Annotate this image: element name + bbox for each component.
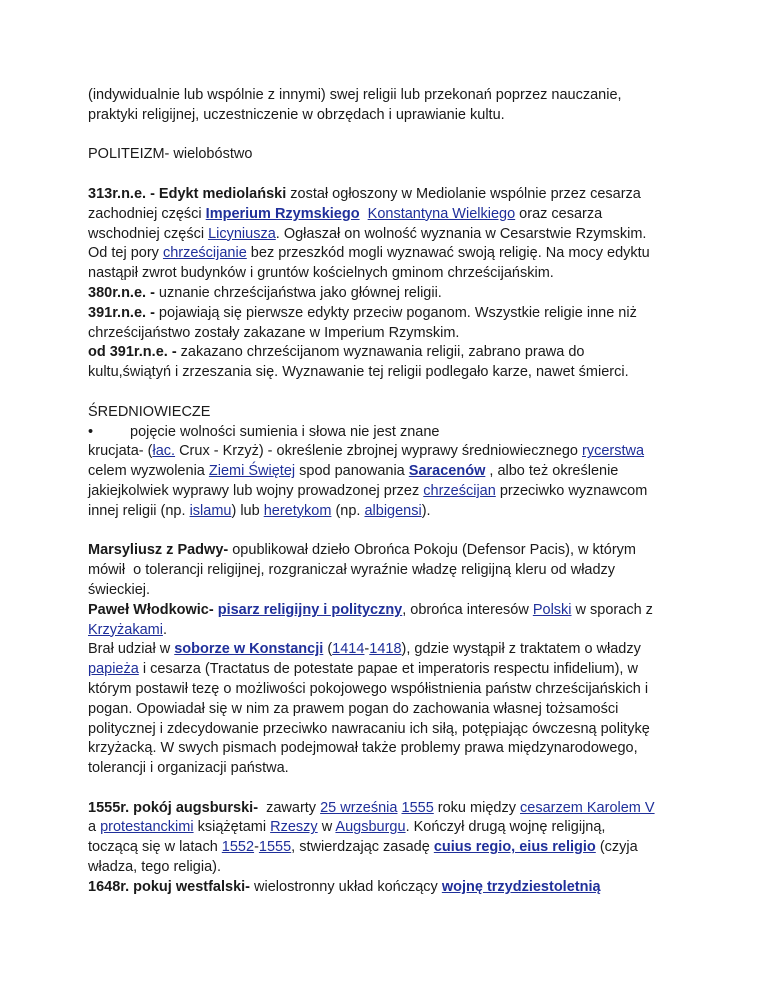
wlodkowic-line-7: politycznej i zdecydowanie przeciwko nawracaniu ich siłą, potępiając ówczesną politykę [88,720,650,737]
wojna-trzydziestoletnia-link[interactable]: wojnę trzydziestoletnią [441,878,601,895]
marsyliusz-line-1: Marsyliusz z Padwy- opublikował dzieło Obrońca Pokoju (Defensor Pacis), w którym [88,542,637,559]
lac-link[interactable]: łac. [152,443,176,460]
year-1418-link[interactable]: 1418 [369,641,402,658]
protestanckimi-link[interactable]: protestanckimi [100,819,194,836]
licyniusz-link[interactable]: Licyniusza [208,225,276,242]
edykt-title: 313r.n.e. - Edykt mediolański [88,185,287,202]
chrzescijan-link[interactable]: chrześcijan [423,482,496,499]
krucjata-line-2: celem wyzwolenia Ziemi Świętej spod panowania Saracenów , albo też określenie [88,463,619,480]
augsburg-line-4: władza, tego religia). [88,859,221,876]
year-1555-link[interactable]: 1555 [401,799,434,816]
year-1555b-link[interactable]: 1555 [258,839,292,856]
chrzescijanie-link[interactable]: chrześcijanie [162,245,247,262]
augsburgu-link[interactable]: Augsburgu [335,819,406,836]
rzeszy-link[interactable]: Rzeszy [270,819,318,836]
wlodkowic-line-9: tolerancji i organizacji państwa. [88,760,289,777]
document-page [88,86,688,898]
year-380: 380r.n.e. - uznanie chrześcijaństwa jako głównej religii. [88,284,442,301]
wlodkowic-line-3: Brał udział w soborze w Konstancji (1414-1418), gdzie wystąpił z traktatem o władzy [88,641,641,658]
intro-line-2: praktyki religijnej, uczestniczenie w obrzędach i uprawianie kultu. [88,106,505,123]
rycerstwa-link[interactable]: rycerstwa [582,443,645,460]
wlodkowic-line-4: papieża i cesarza (Tractatus de potestate papae et imperatoris respectu infidelium), w [88,661,638,678]
albigensi-link[interactable]: albigensi [364,502,422,519]
papieza-link[interactable]: papieża [88,661,139,678]
westfalski-line-1: 1648r. pokuj westfalski- wielostronny układ kończący wojnę trzydziestoletnią [88,878,601,895]
25-wrzesnia-link[interactable]: 25 września [320,799,398,816]
year-1414-link[interactable]: 1414 [332,641,365,658]
edykt-line-5: nastąpił zwrot budynków i gruntów kościelnych gminom chrześcijańskim. [88,265,554,282]
politeizm-heading: POLITEIZM- wielobóstwo [88,146,253,163]
krucjata-line-4: innej religii (np. islamu) lub heretykom (np. albigensi). [88,502,431,519]
augsburg-line-3: toczącą się w latach 1552-1555, stwierdzając zasadę cuius regio, eius religio (czyja [88,839,638,856]
augsburg-line-2: a protestanckimi książętami Rzeszy w Augsburgu. Kończył drugą wojnę religijną, [88,819,606,836]
imperium-rzymskie-link[interactable]: Imperium Rzymskiego [205,205,360,222]
marsyliusz-line-3: świeckiej. [88,581,151,598]
edykt-line-4: Od tej pory chrześcijanie bez przeszkód mogli wyznawać swoją religię. Na mocy edyktu [88,245,650,262]
krucjata-line-1: krucjata- (łac. Crux - Krzyż) - określenie zbrojnej wyprawy średniowiecznego rycerstwa [88,443,645,460]
augsburg-line-1: 1555r. pokój augsburski- zawarty 25 września 1555 roku między cesarzem Karolem V [88,799,655,816]
wlodkowic-line-6: pogan. Opowiadał się w nim za prawem pogan do zachowania własnej tożsamości [88,700,619,717]
karol-v-link[interactable]: cesarzem Karolem V [520,799,655,816]
wlodkowic-line-2: Krzyżakami. [88,621,167,638]
year-391-line-1: 391r.n.e. - pojawiają się pierwsze edykty przeciw poganom. Wszystkie religie inne niż [88,304,637,321]
krucjata-line-3: jakiejkolwiek wyprawy lub wojny prowadzonej przez chrześcijan przeciwko wyznawcom [88,482,648,499]
od-391-line-2: kultu,świątyń i zrzeszania się. Wyznawanie tej religii podlegało karze, nawet śmierci. [88,364,629,381]
edykt-line-3: wschodniej części Licyniusza. Ogłaszał on wolność wyznania w Cesarstwie Rzymskim. [88,225,647,242]
cuius-regio-link[interactable]: cuius regio, eius religio [433,839,596,856]
intro-line-1: (indywidualnie lub wspólnie z innymi) swej religii lub przekonań poprzez nauczanie, [88,87,622,103]
konstantyn-link[interactable]: Konstantyna Wielkiego [367,205,516,222]
sobor-link[interactable]: soborze w Konstancji [174,641,324,658]
pisarz-link[interactable]: pisarz religijny i polityczny [217,601,403,618]
od-391-line-1: od 391r.n.e. - zakazano chrześcijanom wyznawania religii, zabrano prawa do [88,344,585,361]
wlodkowic-line-1: Paweł Włodkowic- pisarz religijny i polityczny, obrońca interesów Polski w sporach z [88,601,653,618]
edykt-line-1: 313r.n.e. - Edykt mediolański został ogłoszony w Mediolanie wspólnie przez cesarza [88,185,641,202]
edykt-line-2: zachodniej części Imperium Rzymskiego Konstantyna Wielkiego oraz cesarza [88,205,603,222]
saracenow-link[interactable]: Saracenów [408,463,486,480]
year-391-line-2: chrześcijaństwo zostały zakazane w Imperium Rzymskim. [88,324,460,341]
polski-link[interactable]: Polski [532,601,572,618]
ziemi-swietej-link[interactable]: Ziemi Świętej [208,463,296,480]
year-1552-link[interactable]: 1552 [221,839,255,856]
bullet-icon: • [88,423,94,440]
sredniowiecze-heading: ŚREDNIOWIECZE [88,403,211,420]
bullet-item: • pojęcie wolności sumienia i słowa nie jest znane [88,423,688,443]
islamu-link[interactable]: islamu [189,502,232,519]
wlodkowic-line-5: którym postawił tezę o możliwości pokojowego współistnienia państw chrześcijańskich i [88,680,649,697]
krzyzakami-link[interactable]: Krzyżakami [88,621,163,638]
marsyliusz-line-2: mówił o tolerancji religijnej, rozgraniczał wyraźnie władzę religijną kleru od władzy [88,562,616,579]
wlodkowic-line-8: krzyżacką. W swych pismach podejmował także problemy prawa międzynarodowego, [88,740,638,757]
heretykom-link[interactable]: heretykom [263,502,332,519]
